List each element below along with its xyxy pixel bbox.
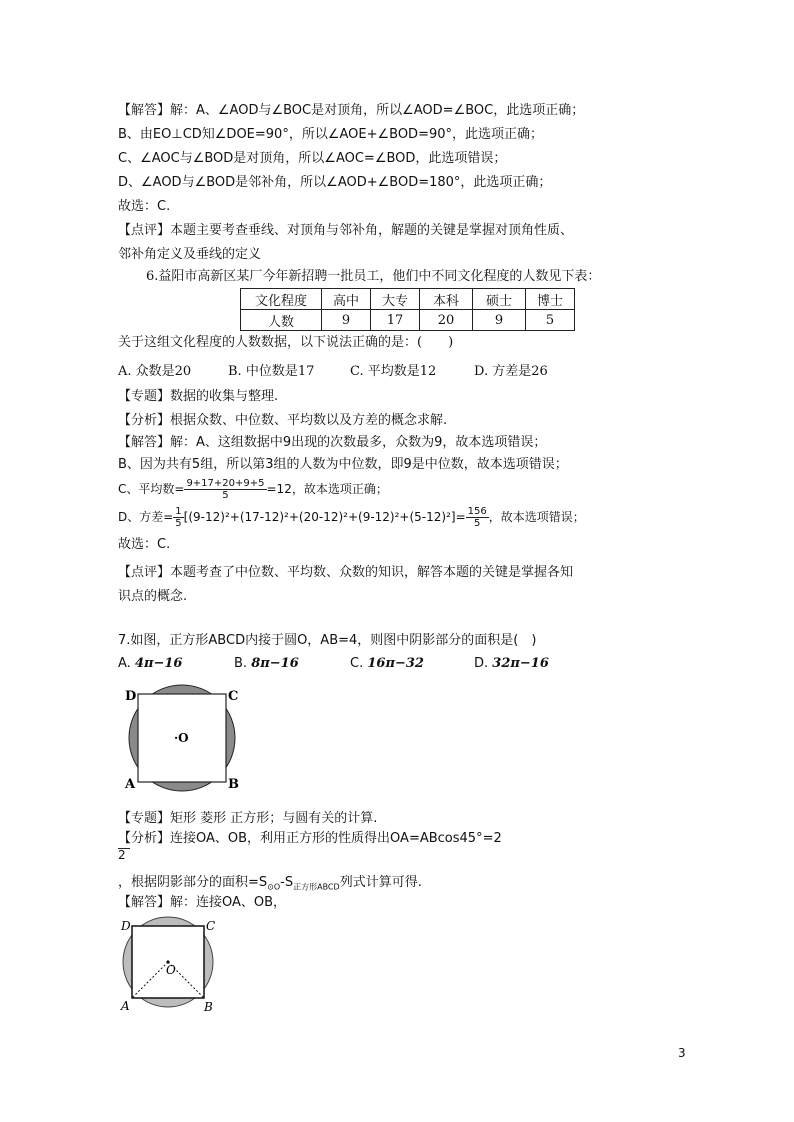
question-6-text: 6.益阳市高新区某厂今年新招聘一批员工，他们中不同文化程度的人数见下表： <box>146 269 601 284</box>
fraction-bar <box>118 848 130 849</box>
mean-label: C、平均数= <box>118 482 185 496</box>
option-value: 32π−16 <box>492 656 549 671</box>
table-cell: 人数 <box>241 310 322 331</box>
q6-answer-a: 【解答】解：A、这组数据中9出现的次数最多，众数为9，故本选项错误； <box>118 435 547 450</box>
table-header-row <box>241 289 575 310</box>
figure-solution <box>118 914 222 1014</box>
q6-comment-1: 【点评】本题考查了中位数、平均数、众数的知识，解答本题的关键是掌握各知 <box>118 565 574 580</box>
fraction-numerator: 9+17+20+9+5 <box>186 478 265 489</box>
variance-result-fraction <box>466 506 489 529</box>
table-header-cell: 高中 <box>322 289 371 310</box>
answer-line-a: 【解答】解：A、∠AOD与∠BOC是对顶角，所以∠AOD=∠BOC，此选项正确； <box>118 103 585 118</box>
variance-fraction <box>173 506 183 529</box>
table-header-cell: 文化程度 <box>241 289 322 310</box>
mean-result: =12，故本选项正确； <box>266 482 388 496</box>
label-b: B <box>204 1000 213 1014</box>
q7-topic: 【专题】矩形 菱形 正方形；与圆有关的计算. <box>118 811 378 826</box>
fraction-denominator: 5 <box>473 518 481 529</box>
q6-topic: 【专题】数据的收集与整理. <box>118 389 279 404</box>
q7-option-a <box>118 656 182 671</box>
mean-fraction <box>184 478 266 501</box>
q6-option-a: A. 众数是20 <box>118 364 192 379</box>
figure-square-in-circle <box>118 684 248 794</box>
q6-answer-c <box>118 476 388 502</box>
label-a: A <box>125 777 136 792</box>
q6-comment-2: 识点的概念. <box>118 589 188 604</box>
answer-line-d: D、∠AOD与∠BOD是邻补角，所以∠AOD+∠BOD=180°，此选项正确； <box>118 175 552 190</box>
q7-answer: 【解答】解：连接OA、OB， <box>118 895 287 910</box>
q6-analysis: 【分析】根据众数、中位数、平均数以及方差的概念求解. <box>118 413 448 428</box>
fraction-denominator: 5 <box>222 490 229 501</box>
q6-answer-b: B、因为共有5组，所以第3组的人数为中位数，即9是中位数，故本选项错误； <box>118 457 568 472</box>
option-label: A. <box>118 656 131 671</box>
option-value: 4π−16 <box>134 656 183 671</box>
table-cell: 9 <box>473 310 526 331</box>
option-label: D. <box>474 656 489 671</box>
analysis-text-post: 列式计算可得. <box>339 875 422 890</box>
table-row <box>241 310 575 331</box>
label-o: O <box>166 963 176 977</box>
label-a: A <box>121 999 130 1013</box>
answer-line-c: C、∠AOC与∠BOD是对顶角，所以∠AOC=∠BOD，此选项错误； <box>118 151 507 166</box>
variance-conclusion: ，故本选项错误； <box>488 510 585 524</box>
analysis-text-mid: -S <box>280 875 294 890</box>
table-cell: 20 <box>420 310 473 331</box>
table-header-cell: 博士 <box>526 289 575 310</box>
comment-line-1: 【点评】本题主要考查垂线、对顶角与邻补角，解题的关键是掌握对顶角性质、 <box>118 223 574 238</box>
option-label: B. <box>234 656 248 671</box>
square-subscript: 正方形ABCD <box>293 882 340 892</box>
q6-option-c: C. 平均数是12 <box>350 364 437 379</box>
q6-answer-choice: 故选：C. <box>118 537 171 552</box>
question-6-prompt: 关于这组文化程度的人数数据，以下说法正确的是：( ) <box>118 335 454 350</box>
q6-answer-d <box>118 504 585 530</box>
answer-line-b: B、由EO⊥CD知∠DOE=90°，所以∠AOE+∠BOD=90°，此选项正确； <box>118 127 544 142</box>
label-b: B <box>228 777 239 792</box>
label-c: C <box>206 919 216 933</box>
q6-option-d: D. 方差是26 <box>474 364 548 379</box>
table-cell: 9 <box>322 310 371 331</box>
q6-option-b: B. 中位数是17 <box>228 364 315 379</box>
variance-label: D、方差= <box>118 510 174 524</box>
fraction-numerator: 156 <box>467 506 487 517</box>
question-7-text: 7.如图，正方形ABCD内接于圆O，AB=4，则图中阴影部分的面积是( ) <box>118 633 537 648</box>
option-value: 8π−16 <box>251 656 299 671</box>
q7-analysis: 【分析】连接OA、OB，利用正方形的性质得出OA=ABcos45°=2 <box>118 831 502 846</box>
circle-subscript: ⊙O <box>267 882 281 892</box>
variance-expression: [(9-12)²+(17-12)²+(20-12)²+(9-12)²+(5-12)²]= <box>183 510 466 524</box>
label-d: D <box>125 689 137 704</box>
page-number: 3 <box>678 1046 686 1060</box>
table-header-cell: 硕士 <box>473 289 526 310</box>
table-cell: 17 <box>371 310 420 331</box>
label-o: ·O <box>174 731 189 745</box>
q7-option-d <box>474 656 549 671</box>
comment-line-2: 邻补角定义及垂线的定义 <box>118 247 262 262</box>
table-header-cell: 大专 <box>371 289 420 310</box>
option-value: 16π−32 <box>367 656 424 671</box>
table-header-cell: 本科 <box>420 289 473 310</box>
q7-option-b <box>234 656 299 671</box>
analysis-text-pre: ，根据阴影部分的面积=S <box>118 875 268 890</box>
fraction-numerator: 1 <box>175 506 182 517</box>
table-cell: 5 <box>526 310 575 331</box>
option-label: C. <box>350 656 364 671</box>
q7-analysis-cont: 2 <box>118 848 126 862</box>
education-table <box>240 288 575 331</box>
q7-option-c <box>350 656 424 671</box>
label-c: C <box>228 689 239 704</box>
answer-choice: 故选：C. <box>118 199 171 214</box>
label-d: D <box>121 919 131 933</box>
fraction-denominator: 5 <box>175 518 182 529</box>
